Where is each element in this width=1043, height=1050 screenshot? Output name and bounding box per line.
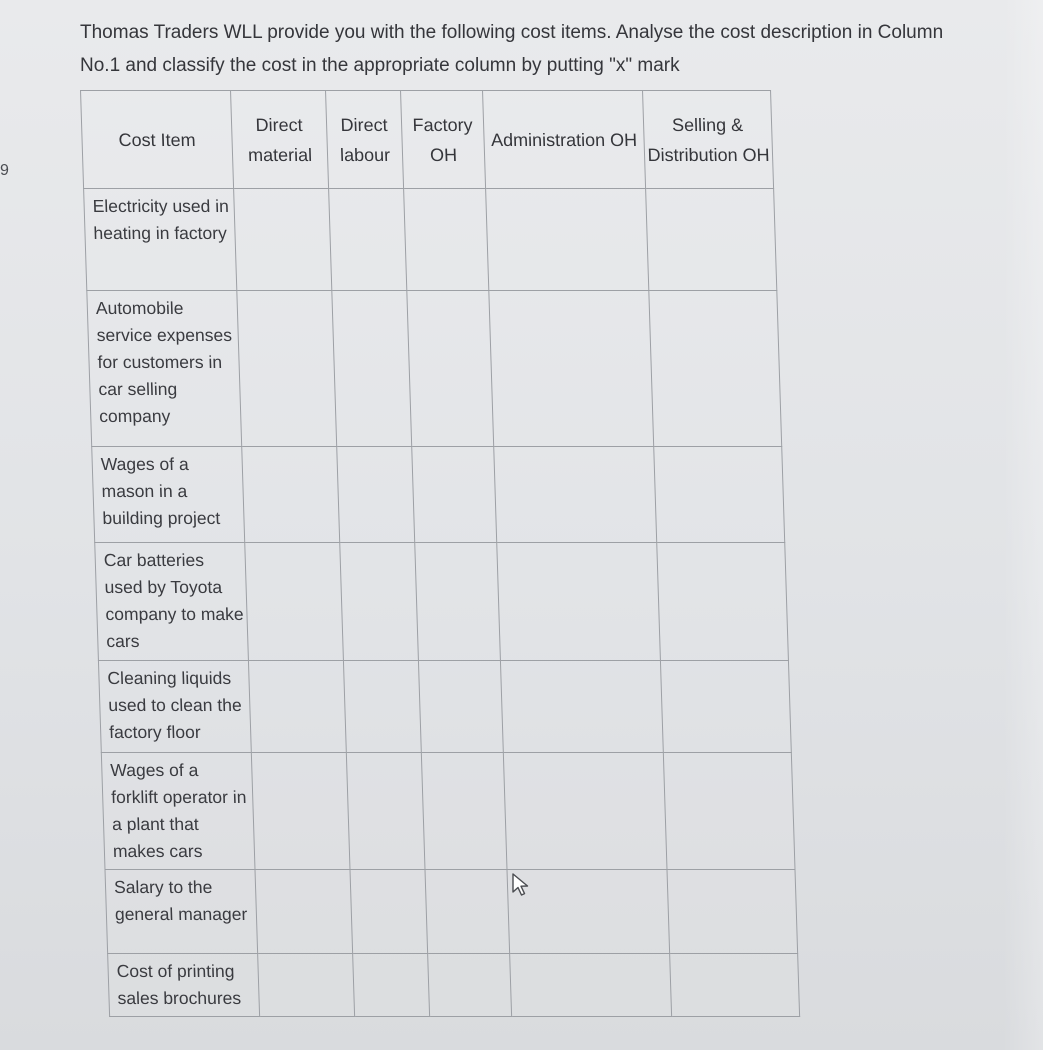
cost-classification-table (80, 90, 800, 1017)
screen-glare (1003, 0, 1043, 1050)
mouse-pointer-icon (510, 872, 532, 898)
selling-distribution-oh-cell[interactable] (660, 661, 791, 753)
factory-oh-cell[interactable] (412, 447, 497, 543)
administration-oh-cell[interactable] (500, 661, 663, 753)
direct-labour-cell[interactable] (353, 954, 430, 1017)
table-row (105, 870, 798, 954)
table-row (108, 954, 800, 1017)
administration-oh-cell[interactable] (486, 189, 649, 291)
header-direct-labour: Direct labour (326, 91, 404, 189)
direct-material-cell[interactable] (245, 543, 344, 661)
selling-distribution-oh-cell[interactable] (670, 954, 800, 1017)
cost-item-cell: Cost of printing sales brochures (108, 954, 260, 1017)
cost-item-cell: Electricity used in heating in factory (84, 189, 237, 291)
edge-fragment-text: 9 (0, 162, 9, 179)
administration-oh-cell[interactable] (510, 954, 672, 1017)
question-line-2: No.1 and classify the cost in the appropriate column by putting "x" mark (80, 55, 680, 76)
direct-material-cell[interactable] (251, 753, 350, 870)
factory-oh-cell[interactable] (407, 291, 494, 447)
cost-item-cell: Salary to the general manager (105, 870, 258, 954)
cost-item-cell: Wages of a forklift operator in a plant that makes cars (101, 753, 255, 870)
table-row (84, 189, 777, 291)
direct-labour-cell[interactable] (340, 543, 419, 661)
factory-oh-cell[interactable] (421, 753, 507, 870)
cost-item-cell: Cleaning liquids used to clean the factory floor (98, 661, 251, 753)
table-row (98, 661, 791, 753)
factory-oh-cell[interactable] (418, 661, 503, 753)
direct-labour-cell[interactable] (337, 447, 415, 543)
classification-table-wrapper (80, 90, 799, 1010)
factory-oh-cell[interactable] (428, 954, 512, 1017)
administration-oh-cell[interactable] (497, 543, 661, 661)
header-cost-item: Cost Item (81, 91, 234, 189)
administration-oh-cell[interactable] (494, 447, 657, 543)
direct-material-cell[interactable] (234, 189, 332, 291)
direct-material-cell[interactable] (242, 447, 340, 543)
table-row (95, 543, 789, 661)
header-administration-oh: Administration OH (483, 91, 646, 189)
table-row (101, 753, 795, 870)
direct-material-cell[interactable] (248, 661, 346, 753)
header-factory-oh: Factory OH (401, 91, 486, 189)
direct-labour-cell[interactable] (329, 189, 407, 291)
factory-oh-cell[interactable] (404, 189, 489, 291)
cost-item-cell: Automobile service expenses for customers in car selling company (87, 291, 242, 447)
cost-item-cell: Wages of a mason in a building project (92, 447, 245, 543)
selling-distribution-oh-cell[interactable] (649, 291, 782, 447)
table-row (87, 291, 782, 447)
selling-distribution-oh-cell[interactable] (654, 447, 785, 543)
direct-material-cell[interactable] (255, 870, 353, 954)
factory-oh-cell[interactable] (425, 870, 510, 954)
selling-distribution-oh-cell[interactable] (657, 543, 789, 661)
selling-distribution-oh-cell[interactable] (663, 753, 795, 870)
header-row (81, 91, 774, 189)
direct-labour-cell[interactable] (346, 753, 425, 870)
factory-oh-cell[interactable] (415, 543, 501, 661)
administration-oh-cell[interactable] (503, 753, 667, 870)
question-instructions (80, 16, 1010, 82)
direct-labour-cell[interactable] (343, 661, 421, 753)
direct-material-cell[interactable] (237, 291, 337, 447)
direct-labour-cell[interactable] (350, 870, 428, 954)
table-row (92, 447, 785, 543)
selling-distribution-oh-cell[interactable] (667, 870, 798, 954)
header-selling-distribution-oh: Selling & Distribution OH (643, 91, 774, 189)
question-line-1: Thomas Traders WLL provide you with the following cost items. Analyse the cost description in Column (80, 22, 944, 43)
direct-material-cell[interactable] (258, 954, 355, 1017)
cost-item-cell: Car batteries used by Toyota company to make cars (95, 543, 249, 661)
direct-labour-cell[interactable] (332, 291, 412, 447)
selling-distribution-oh-cell[interactable] (646, 189, 777, 291)
header-direct-material: Direct material (231, 91, 329, 189)
administration-oh-cell[interactable] (489, 291, 654, 447)
